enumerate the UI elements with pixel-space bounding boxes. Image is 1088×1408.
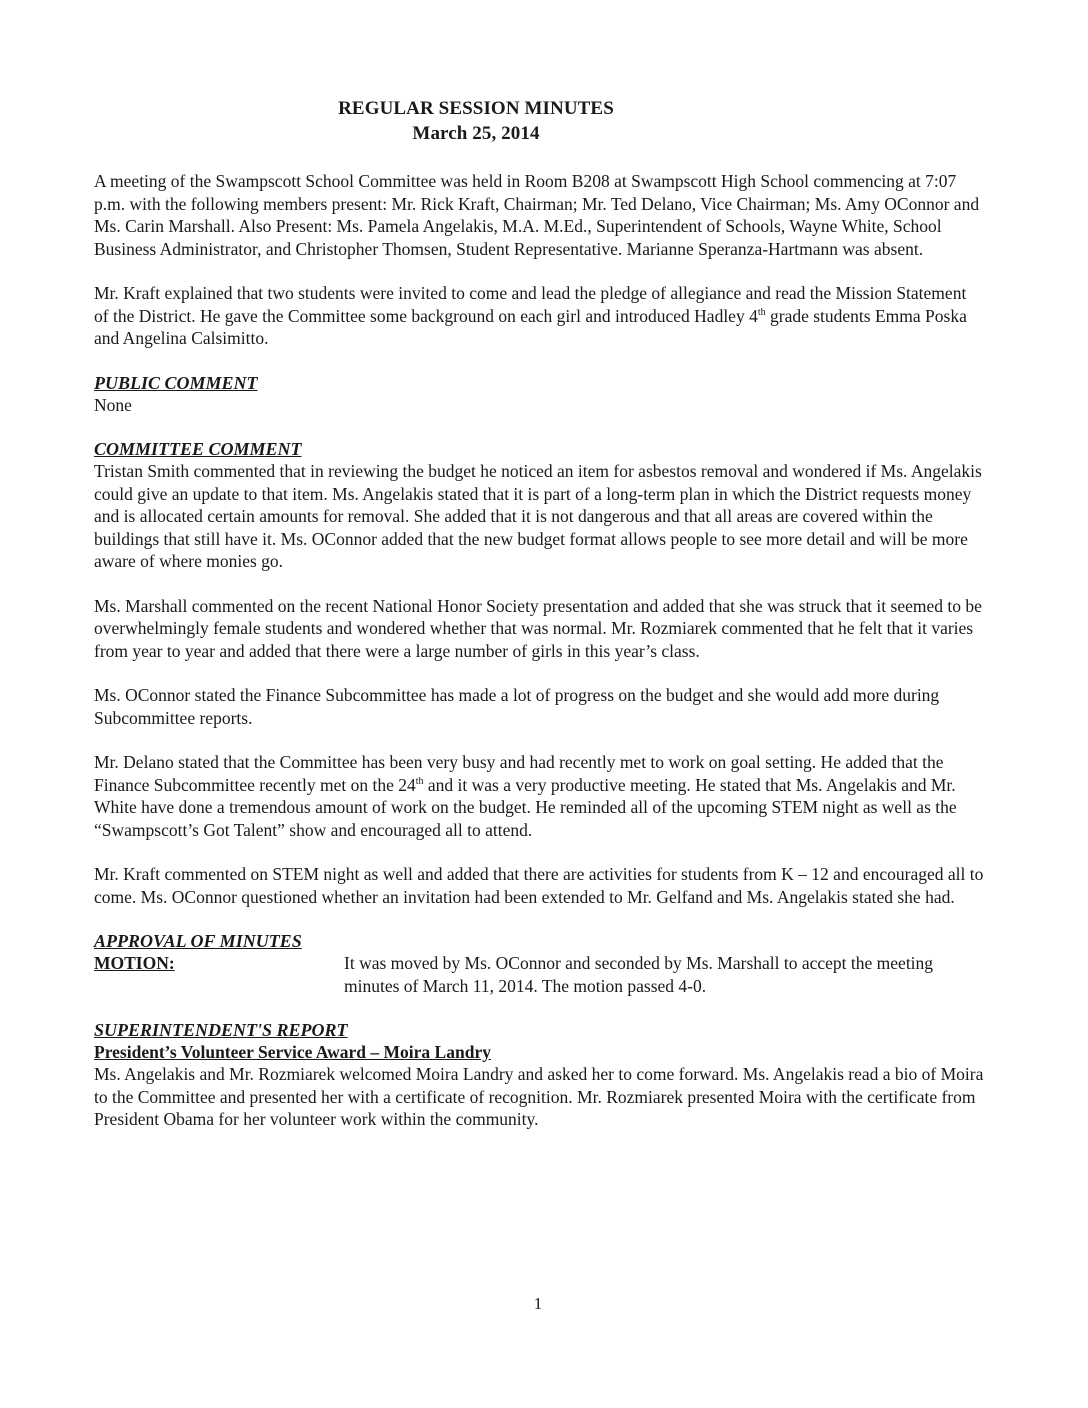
- page-number: 1: [533, 1294, 543, 1313]
- ordinal-suffix: th: [757, 306, 766, 318]
- approval-of-minutes-heading: APPROVAL OF MINUTES: [94, 931, 302, 951]
- committee-comment-section: [94, 438, 984, 908]
- document-title: REGULAR SESSION MINUTES: [338, 98, 614, 119]
- document-body: [94, 170, 984, 1153]
- volunteer-award-paragraph: Ms. Angelakis and Mr. Rozmiarek welcomed Moira Landry and asked her to come forward. Ms. Angelakis read a bio of Moira to the Committee and presented her with a certificate of recognition. Mr. Rozmiarek presented Moira with the certificate from President Obama for her volunteer work within the community.: [94, 1064, 984, 1129]
- pledge-paragraph: [94, 282, 984, 350]
- pledge-text-start: Mr. Kraft explained that two students were invited to come and lead the pledge of allegiance and read the Mission Statement of the District. He gave the Committee some background on each girl and introduced Hadley 4: [94, 283, 967, 326]
- committee-comment-paragraph-1: Tristan Smith commented that in reviewing the budget he noticed an item for asbestos removal and wondered if Ms. Angelakis could give an update to that item. Ms. Angelakis stated that it is part of a long-term plan in which the District requests money and is allocated certain amounts for removal. She added that it is not dangerous and that all areas are covered within the buildings that still have it. Ms. OConnor added that the new budget format allows people to see more detail and will be more aware of where monies go.: [94, 461, 982, 571]
- title-block: [0, 96, 952, 146]
- committee-comment-paragraph-4: [94, 751, 984, 841]
- motion-label: MOTION:: [94, 953, 175, 973]
- committee-comment-paragraph-3: Ms. OConnor stated the Finance Subcommittee has made a lot of progress on the budget and she would add more during Subcommittee reports.: [94, 685, 940, 728]
- attendance-paragraph: A meeting of the Swampscott School Committee was held in Room B208 at Swampscott High School commencing at 7:07 p.m. with the following members present: Mr. Rick Kraft, Chairman; Mr. Ted Delano, Vice Chairman; Ms. Amy OConnor and Ms. Carin Marshall. Also Present: Ms. Pamela Angelakis, M.A. M.Ed., Superintendent of Schools, Wayne White, School Business Administrator, and Christopher Thomsen, Student Representative. Marianne Speranza-Hartmann was absent.: [94, 171, 980, 259]
- meeting-date: March 25, 2014: [412, 123, 540, 144]
- committee-comment-paragraph-2: Ms. Marshall commented on the recent National Honor Society presentation and added that she was struck that it seemed to be overwhelmingly female students and wondered whether that was normal. Mr. Rozmiarek commented that he felt that it varies from year to year and added that there were a large number of girls in this year’s class.: [94, 595, 982, 661]
- approval-of-minutes-section: [94, 930, 984, 997]
- superintendent-report-section: [94, 1019, 984, 1131]
- committee-comment-paragraph-5: Mr. Kraft commented on STEM night as well and added that there are activities for students from K – 12 and encouraged all to come. Ms. OConnor questioned whether an invitation had been extended to Mr. Gelfand and Ms. Angelakis stated she had.: [94, 864, 984, 907]
- public-comment-section: [94, 372, 984, 417]
- ordinal-suffix: th: [415, 775, 424, 787]
- public-comment-body: None: [94, 394, 132, 415]
- committee-comment-heading: COMMITTEE COMMENT: [94, 439, 302, 459]
- motion-row: [94, 952, 984, 997]
- volunteer-award-subheading: President’s Volunteer Service Award – Moira Landry: [94, 1042, 491, 1062]
- delano-text-start: Mr. Delano stated that the Committee has been very busy and had recently met to work on goal setting. He added that the Finance Subcommittee recently met on the 24: [94, 752, 944, 795]
- delano-text-end: and it was a very productive meeting. He stated that Ms. Angelakis and Mr. White have done a tremendous amount of work on the budget. He reminded all of the upcoming STEM night as well as the “Swampscott’s Got Talent” show and encouraged all to attend.: [94, 774, 957, 840]
- superintendent-report-heading: SUPERINTENDENT'S REPORT: [94, 1020, 348, 1040]
- public-comment-heading: PUBLIC COMMENT: [94, 372, 258, 393]
- motion-text: It was moved by Ms. OConnor and seconded by Ms. Marshall to accept the meeting minutes of March 11, 2014. The motion passed 4-0.: [344, 953, 934, 996]
- pledge-text-end: grade students Emma Poska and Angelina Calsimitto.: [94, 305, 967, 348]
